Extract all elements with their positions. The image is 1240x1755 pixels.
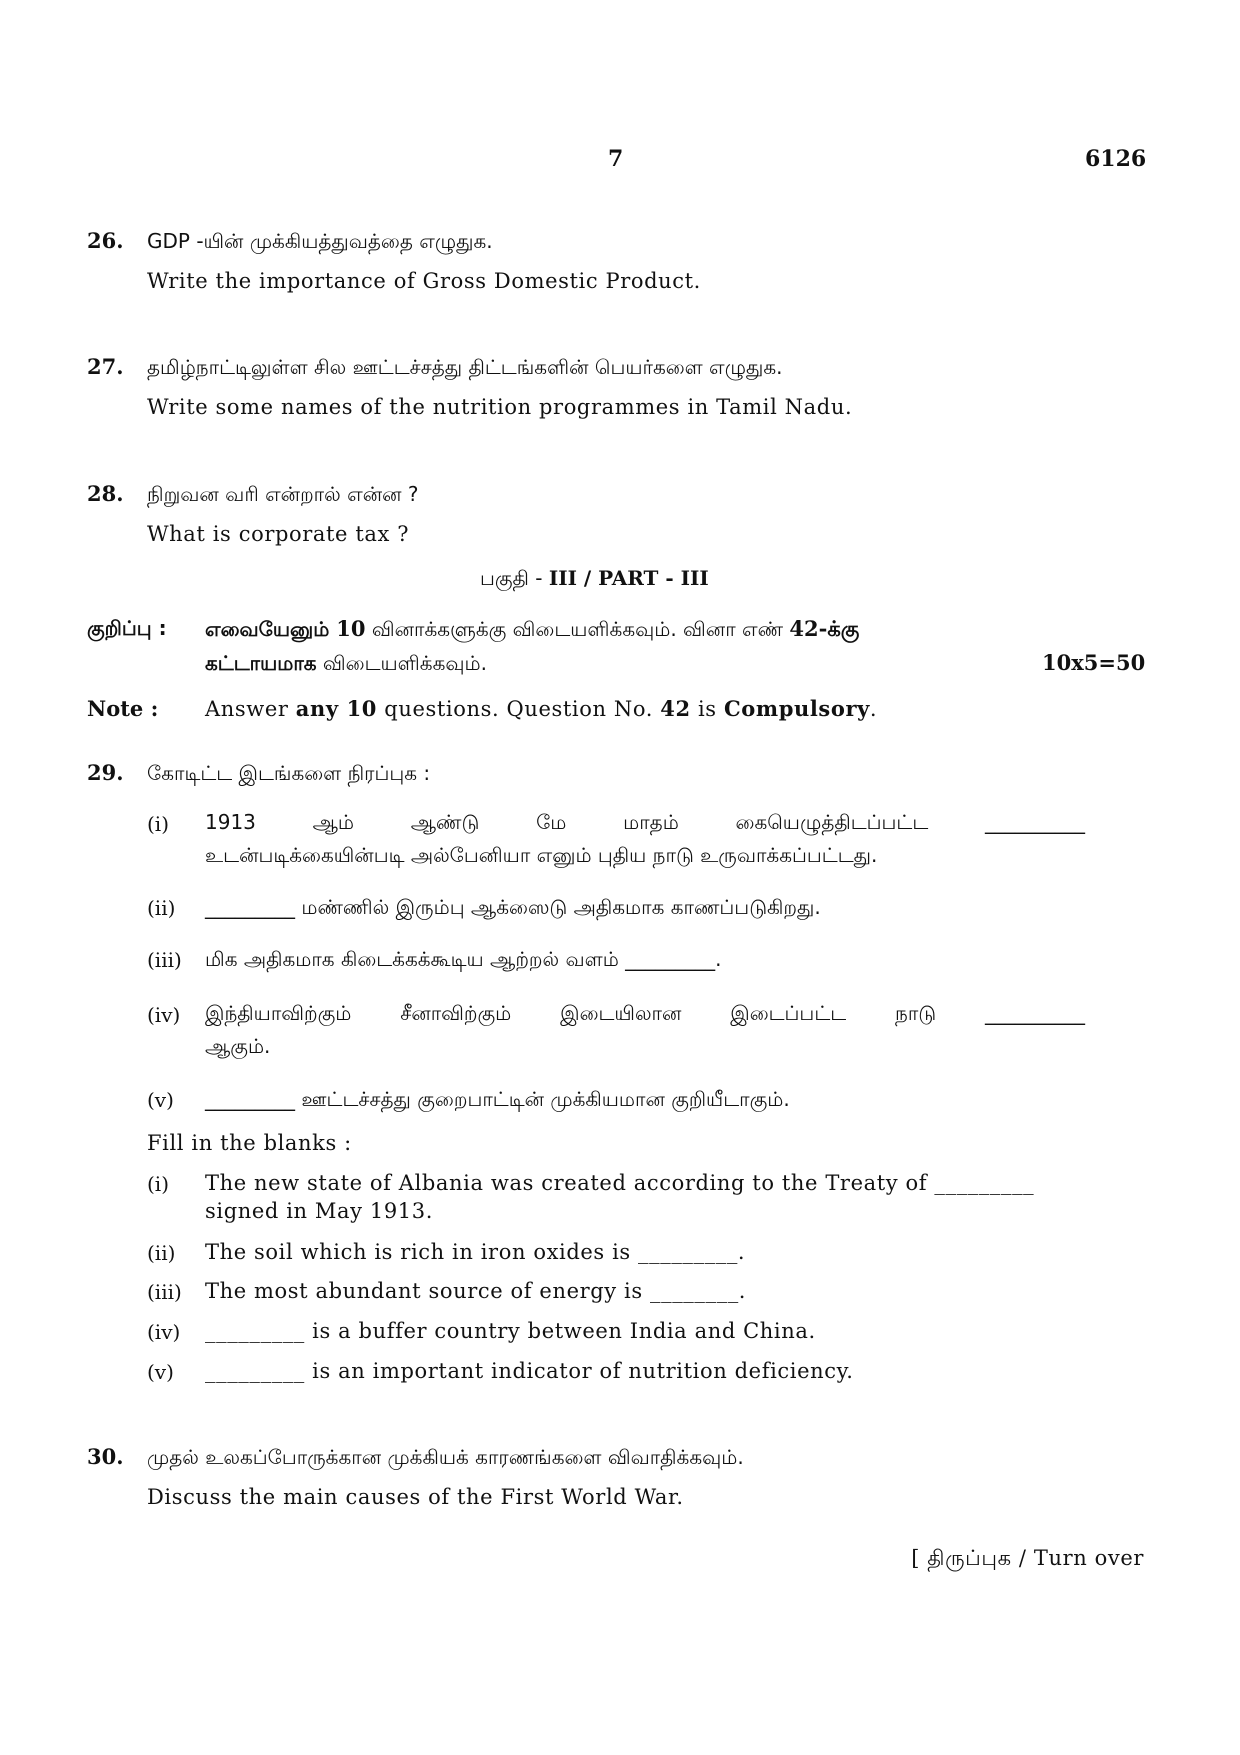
item-text-tamil: ஆகும். [205, 1034, 271, 1058]
note-line-english [205, 696, 877, 721]
note-label-tamil: குறிப்பு : [87, 616, 167, 640]
question-text-english: Write the importance of Gross Domestic Product. [147, 269, 701, 293]
item-text-tamil: இந்தியாவிற்கும் சீனாவிற்கும் இடையிலான இடைப்பட்ட நாடு __________ [205, 1001, 1085, 1025]
question-text-english: Discuss the main causes of the First World War. [147, 1485, 684, 1509]
item-label: (iii) [147, 1280, 182, 1304]
note-answer-ta: விடையளிக்கவும். [316, 651, 487, 675]
item-label: (iv) [147, 1003, 181, 1027]
note-compulsory-ta: கட்டாயமாக [205, 651, 317, 675]
page-number: 7 [608, 146, 624, 172]
question-text-tamil: கோடிட்ட இடங்களை நிரப்புக : [147, 761, 431, 785]
note-line-tamil-1 [205, 616, 1150, 644]
note-compulsory-number: 42-க்கு [789, 616, 860, 641]
question-number: 29. [87, 760, 124, 785]
note-en-text: is [690, 697, 724, 721]
question-text-english: What is corporate tax ? [147, 522, 410, 546]
note-en-text: . [869, 697, 878, 721]
note-en-number: 42 [660, 696, 691, 721]
question-number: 28. [87, 481, 124, 506]
question-number: 26. [87, 228, 124, 253]
item-label: (i) [147, 812, 170, 836]
item-label: (iv) [147, 1320, 181, 1344]
question-text-tamil: முதல் உலகப்போருக்கான முக்கியக் காரணங்களை விவாதிக்கவும். [147, 1445, 744, 1469]
item-text-english: The new state of Albania was created according to the Treaty of _________ [205, 1171, 1035, 1195]
item-text-tamil: _________ ஊட்டச்சத்து குறைபாட்டின் முக்கியமான குறியீடாகும். [205, 1087, 790, 1111]
item-text-english: The most abundant source of energy is ________. [205, 1279, 747, 1303]
marks-allocation: 10x5=50 [1042, 650, 1146, 675]
part-heading-roman: III / PART - III [548, 566, 709, 590]
question-number: 30. [87, 1444, 124, 1469]
question-text-tamil: நிறுவன வரி என்றால் என்ன ? [147, 482, 419, 506]
item-text-english: signed in May 1913. [205, 1199, 434, 1223]
question-number: 27. [87, 354, 124, 379]
question-text-english: Write some names of the nutrition programmes in Tamil Nadu. [147, 395, 853, 419]
note-en-text: questions. Question No. [377, 697, 661, 721]
english-heading: Fill in the blanks : [147, 1131, 352, 1155]
item-text-tamil: _________ மண்ணில் இரும்பு ஆக்ஸைடு அதிகமாக காணப்படுகிறது. [205, 895, 821, 919]
note-count: 10 [336, 616, 366, 641]
item-label: (iii) [147, 948, 182, 972]
item-text-english: _________ is a buffer country between India and China. [205, 1319, 816, 1343]
note-label-english: Note : [87, 696, 159, 721]
item-text-tamil: மிக அதிகமாக கிடைக்கக்கூடிய ஆற்றல் வளம் _________. [205, 947, 722, 971]
note-en-any: any 10 [295, 696, 378, 721]
item-label: (v) [147, 1088, 174, 1112]
item-text-english: The soil which is rich in iron oxides is _________. [205, 1240, 746, 1264]
item-label: (v) [147, 1360, 174, 1384]
paper-code: 6126 [1085, 146, 1147, 172]
note-line-tamil-2 [205, 651, 487, 678]
item-label: (ii) [147, 1241, 176, 1265]
item-text-tamil: 1913 ஆம் ஆண்டு மே மாதம் கையெழுத்திடப்பட்ட __________ [205, 810, 1085, 834]
note-en-compulsory: Compulsory [723, 696, 870, 721]
note-en-text: Answer [205, 697, 296, 721]
part-heading-tamil: பகுதி - [480, 566, 549, 590]
note-text: வினாக்களுக்கு விடையளிக்கவும். வினா எண் [365, 617, 790, 641]
note-any: எவையேனும் [205, 617, 337, 641]
turn-over-note: [ திருப்புக / Turn over [911, 1546, 1144, 1570]
question-text-tamil: GDP -யின் முக்கியத்துவத்தை எழுதுக. [147, 229, 493, 253]
item-text-tamil: உடன்படிக்கையின்படி அல்பேனியா எனும் புதிய நாடு உருவாக்கப்பட்டது. [205, 843, 878, 867]
question-text-tamil: தமிழ்நாட்டிலுள்ள சில ஊட்டச்சத்து திட்டங்களின் பெயர்களை எழுதுக. [147, 355, 783, 379]
item-text-english: _________ is an important indicator of nutrition deficiency. [205, 1359, 854, 1383]
item-label: (i) [147, 1172, 170, 1196]
part-heading [480, 566, 709, 593]
item-label: (ii) [147, 896, 176, 920]
